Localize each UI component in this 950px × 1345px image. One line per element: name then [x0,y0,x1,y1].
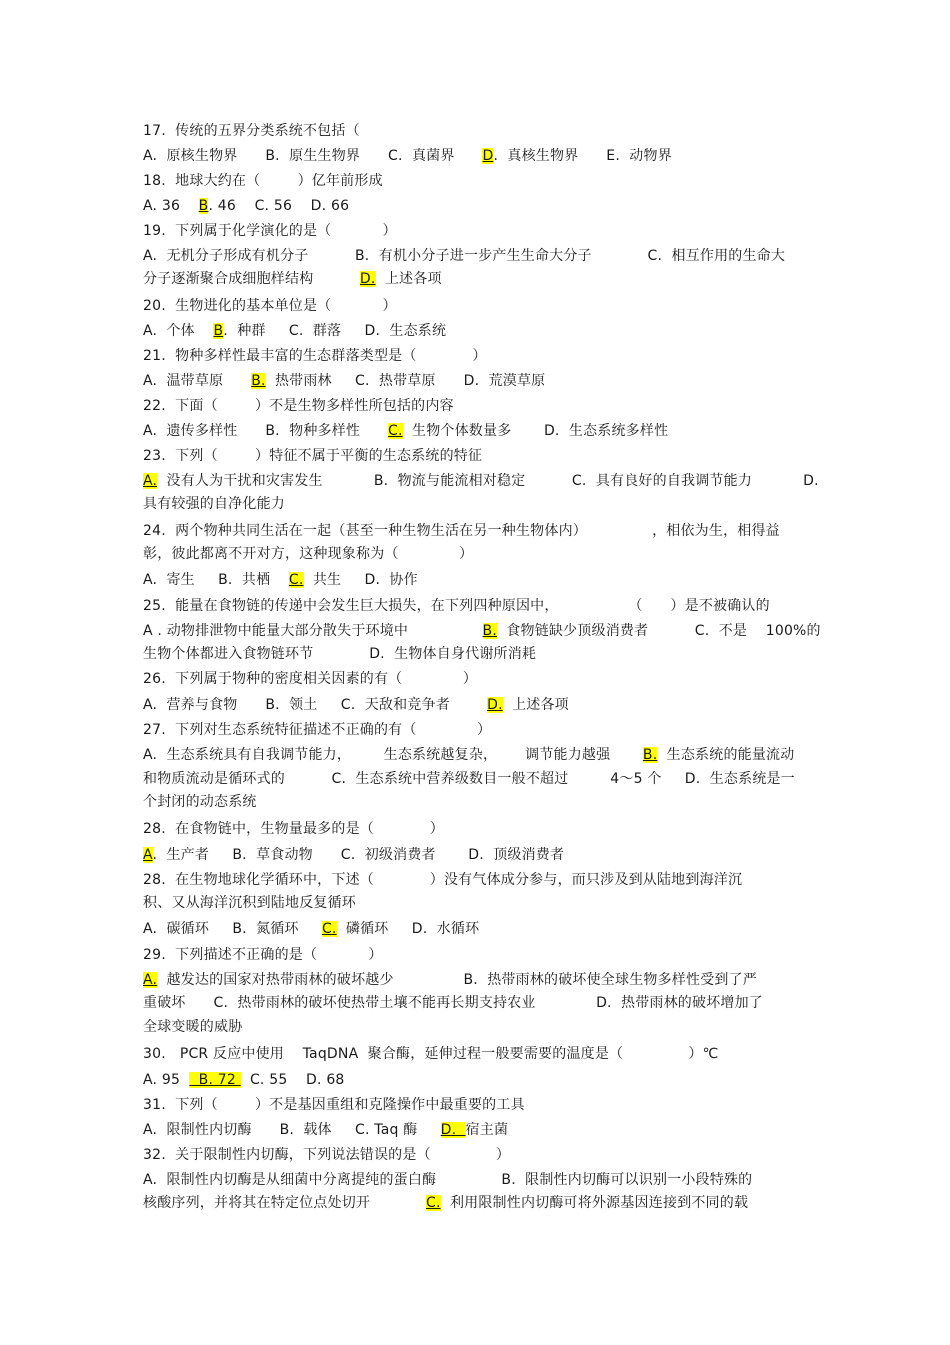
text-segment: 23. 下列（ ）特征不属于平衡的生态系统的特征 [143,448,483,464]
question-options-line [143,744,794,766]
text-segment: 生物个体数量多 D. 生态系统多样性 [402,423,669,439]
question-stem [143,520,780,542]
text-segment: 18. 地球大约在（ ）亿年前形成 [143,173,383,189]
text-segment: A. 温带草原 [143,373,252,389]
text-segment: 上述各项 [502,697,569,713]
answer-highlight: D. [440,1122,466,1138]
text-segment: A. 碳循环 B. 氮循环 [143,921,322,937]
question-options-line [143,145,672,167]
text-segment: 积、又从海洋沉积到陆地反复循环 [143,895,356,911]
question-options-line [143,320,446,342]
question-options-line [143,844,564,866]
text-segment: A. 生态系统具有自我调节能力， 生态系统越复杂， 调节能力越强 [143,747,643,763]
question-stem [143,1043,718,1065]
question-stem [143,719,491,741]
question-options-line [143,992,763,1014]
question-options-line [143,892,356,914]
question-options-line [143,245,785,267]
text-segment: 越发达的国家对热带雨林的破坏越少 B. 热带雨林的破坏使全球生物多样性受到了严 [157,972,757,988]
text-segment: 食物链缺少顶级消费者 C. 不是 100%的 [497,623,821,639]
answer-highlight: B [198,198,209,214]
text-segment: A. 36 [143,198,199,214]
text-segment: 19. 下列属于化学演化的是（ ） [143,223,397,239]
question-stem [143,818,444,840]
text-segment: 28. 在生物地球化学循环中，下述（ ）没有气体成分参与，而只涉及到从陆地到海洋沉 [143,872,743,888]
question-stem [143,345,487,367]
answer-highlight: A. [143,972,158,988]
answer-highlight: B [213,323,224,339]
text-segment: 利用限制性内切酶可将外源基因连接到不同的载 [440,1195,749,1211]
text-segment: 21. 物种多样性最丰富的生态群落类型是（ ） [143,348,487,364]
text-segment: 20. 生物进化的基本单位是（ ） [143,298,397,314]
question-options-line [143,195,349,217]
question-options-line [143,543,473,565]
text-segment: 28. 在食物链中，生物量最多的是（ ） [143,821,444,837]
text-segment: 26. 下列属于物种的密度相关因素的有（ ） [143,671,478,687]
answer-highlight: D [482,148,494,164]
question-options-line [143,470,819,492]
answer-highlight: D. [359,271,376,287]
question-options-line [143,918,479,940]
answer-highlight: C. [288,572,304,588]
text-segment: 热带雨林 C. 热带草原 D. 荒漠草原 [265,373,546,389]
text-segment: 分子逐渐聚合成细胞样结构 [143,271,360,287]
question-stem [143,944,383,966]
question-stem [143,220,397,242]
text-segment: A. 个体 [143,323,214,339]
text-segment: A. 限制性内切酶是从细菌中分离提纯的蛋白酶 B. 限制性内切酶可以识别一小段特殊的 [143,1172,753,1188]
text-segment: 30. PCR 反应中使用 TaqDNA 聚合酶，延伸过程一般要需要的温度是（ ）℃ [143,1046,719,1062]
text-segment: 22. 下面（ ）不是生物多样性所包括的内容 [143,398,454,414]
text-segment: . 真核生物界 E. 动物界 [493,148,672,164]
text-segment: A. 寄生 B. 共栖 [143,572,289,588]
text-segment: 25. 能量在食物链的传递中会发生巨大损失，在下列四种原因中， （ ）是不被确认的 [143,598,770,614]
text-segment: A. 无机分子形成有机分子 B. 有机小分子进一步产生生命大分子 C. 相互作用的生命大 [143,248,786,264]
text-segment: 生态系统的能量流动 [657,747,795,763]
text-segment: 27. 下列对生态系统特征描述不正确的有（ ） [143,722,492,738]
question-options-line [143,268,442,290]
question-stem [143,668,477,690]
text-segment: 彰，彼此都离不开对方，这种现象称为（ ） [143,546,474,562]
answer-highlight: B. [482,623,497,639]
question-stem [143,869,742,891]
text-segment: A. 营养与食物 B. 领土 C. 天敌和竞争者 [143,697,488,713]
text-segment: A. 限制性内切酶 B. 载体 C. Taq 酶 [143,1122,441,1138]
question-options-line [143,1069,345,1091]
text-segment: A. 原核生物界 B. 原生生物界 C. 真菌界 [143,148,483,164]
text-segment: 29. 下列描述不正确的是（ ） [143,947,383,963]
text-segment: 共生 D. 协作 [303,572,418,588]
question-stem [143,445,482,467]
question-options-line [143,370,545,392]
text-segment: 上述各项 [375,271,442,287]
text-segment: . 生产者 B. 草食动物 C. 初级消费者 D. 顶级消费者 [152,847,565,863]
question-options-line [143,1192,748,1214]
text-segment: A. 遗传多样性 B. 物种多样性 [143,423,389,439]
text-segment: . 46 C. 56 D. 66 [208,198,350,214]
text-segment: 生物个体都进入食物链环节 D. 生物体自身代谢所消耗 [143,646,537,662]
question-options-line [143,1169,752,1191]
text-segment: 宿主菌 [465,1122,509,1138]
answer-highlight: C. [321,921,337,937]
question-options-line [143,493,285,515]
question-options-line [143,1016,242,1038]
text-segment: 磷循环 D. 水循环 [336,921,480,937]
text-segment: 全球变暖的威胁 [143,1019,243,1035]
answer-highlight: C. [426,1195,441,1211]
question-stem [143,1144,510,1166]
question-options-line [143,768,795,790]
text-segment: 没有人为干扰和灾害发生 B. 物流与能流相对稳定 C. 具有良好的自我调节能力 D. [157,473,819,489]
text-segment: 具有较强的自净化能力 [143,496,285,512]
answer-highlight: A. [143,473,158,489]
text-segment: 24. 两个物种共同生活在一起（甚至一种生物生活在另一种生物体内） ，相依为生，相得益 [143,523,780,539]
question-stem [143,1094,525,1116]
question-stem [143,595,770,617]
answer-highlight: B. [251,373,266,389]
question-options-line [143,420,668,442]
text-segment: 32. 关于限制性内切酶，下列说法错误的是（ ） [143,1147,511,1163]
question-options-line [143,969,757,991]
question-options-line [143,791,257,813]
question-stem [143,170,383,192]
question-options-line [143,1119,508,1141]
answer-highlight: B. 72 [189,1072,241,1088]
text-segment: 个封闭的动态系统 [143,794,257,810]
text-segment: 核酸序列，并将其在特定位点处切开 [143,1195,427,1211]
question-options-line [143,620,821,642]
text-segment: 和物质流动是循环式的 C. 生态系统中营养级数目一般不超过 4～5 个 D. 生态系统是一 [143,771,795,787]
question-options-line [143,694,569,716]
text-segment: A. 95 [143,1072,190,1088]
answer-highlight: C. [388,423,403,439]
question-options-line [143,643,536,665]
answer-highlight: D. [487,697,503,713]
question-stem [143,120,360,142]
text-segment: 17. 传统的五界分类系统不包括（ [143,123,360,139]
question-stem [143,295,397,317]
question-stem [143,395,454,417]
text-segment: 重破坏 C. 热带雨林的破坏使热带土壤不能再长期支持农业 D. 热带雨林的破坏增加了 [143,995,764,1011]
text-segment: . 种群 C. 群落 D. 生态系统 [223,323,447,339]
question-options-line [143,569,418,591]
text-segment: A . 动物排泄物中能量大部分散失于环境中 [143,623,483,639]
text-segment: 31. 下列（ ）不是基因重组和克隆操作中最重要的工具 [143,1097,525,1113]
text-segment: C. 55 D. 68 [240,1072,345,1088]
answer-highlight: B. [642,747,658,763]
answer-highlight: A [143,847,153,863]
